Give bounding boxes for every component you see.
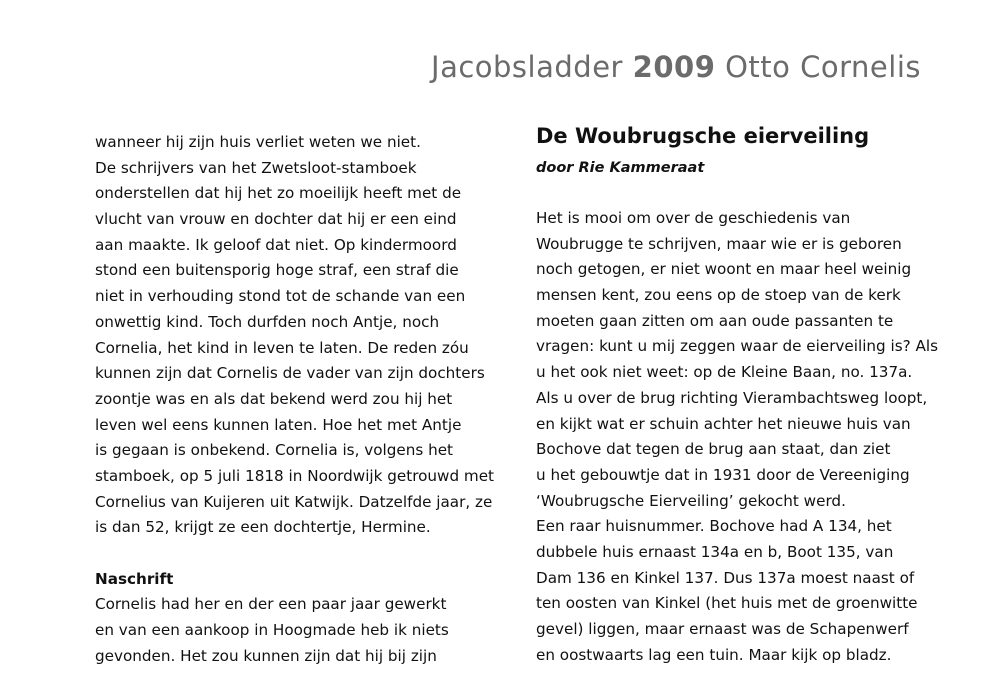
text-line: gevonden. Het zou kunnen zijn dat hij bij zijn — [95, 646, 437, 665]
header-year: 2009 — [632, 50, 716, 84]
text-line: ten oosten van Kinkel (het huis met de groenwitte — [536, 594, 918, 613]
text-line: en van een aankoop in Hoogmade heb ik niets — [95, 621, 449, 640]
text-line: leven wel eens kunnen laten. Hoe het met Antje — [95, 415, 462, 434]
article-title: De Woubrugsche eierveiling — [536, 124, 870, 148]
text-line: onderstellen dat hij het zo moeilijk heeft met de — [95, 184, 462, 203]
text-line: en oostwaarts lag een tuin. Maar kijk op bladz. — [536, 645, 892, 664]
text-line: Cornelis had her en der een paar jaar gewerkt — [95, 595, 447, 614]
text-line: Als u over de brug richting Vierambachtsweg loopt, — [536, 388, 928, 407]
text-line: kunnen zijn dat Cornelis de vader van zijn dochters — [95, 364, 485, 383]
text-line: u het ook niet weet: op de Kleine Baan, no. 137a. — [536, 363, 913, 382]
page-header — [431, 50, 921, 84]
text-line: vragen: kunt u mij zeggen waar de eierveiling is? Als — [536, 337, 939, 356]
text-line: u het gebouwtje dat in 1931 door de Vereeniging — [536, 465, 910, 484]
header-prefix: Jacobsladder — [431, 50, 623, 84]
text-line: moeten gaan zitten om aan oude passanten te — [536, 311, 894, 330]
right-column — [536, 206, 938, 668]
text-line: Het is mooi om over de geschiedenis van — [536, 209, 851, 227]
text-line: ‘Woubrugsche Eierveiling’ gekocht werd. — [536, 491, 846, 510]
text-line: mensen kent, zou eens op de stoep van de kerk — [536, 286, 901, 305]
text-line: stond een buitensporig hoge straf, een straf die — [95, 261, 459, 280]
text-line: zoontje was en als dat bekend werd zou hij het — [95, 389, 453, 408]
text-line: stamboek, op 5 juli 1818 in Noordwijk getrouwd met — [95, 466, 495, 485]
text-line: niet in verhouding stond tot de schande van een — [95, 287, 466, 306]
text-line: en kijkt wat er schuin achter het nieuwe huis van — [536, 414, 911, 433]
text-line: aan maakte. Ik geloof dat niet. Op kindermoord — [95, 235, 457, 254]
text-line: Bochove dat tegen de brug aan staat, dan ziet — [536, 440, 891, 459]
header-suffix: Otto Cornelis — [725, 50, 921, 84]
text-line: is dan 52, krijgt ze een dochtertje, Hermine. — [95, 518, 431, 537]
text-line: Dam 136 en Kinkel 137. Dus 137a moest naast of — [536, 568, 915, 587]
article-byline: door Rie Kammeraat — [536, 160, 705, 176]
text-line: onwettig kind. Toch durfden noch Antje, noch — [95, 312, 440, 331]
text-line: Cornelius van Kuijeren uit Katwijk. Datzelfde jaar, ze — [95, 492, 493, 511]
text-line: vlucht van vrouw en dochter dat hij er een eind — [95, 210, 457, 229]
text-line: Een raar huisnummer. Bochove had A 134, het — [536, 517, 892, 536]
text-line: dubbele huis ernaast 134a en b, Boot 135, van — [536, 542, 894, 561]
text-line: is gegaan is onbekend. Cornelia is, volgens het — [95, 441, 454, 460]
text-line: Cornelia, het kind in leven te laten. De reden zóu — [95, 338, 469, 357]
text-line: gevel) liggen, maar ernaast was de Schapenwerf — [536, 620, 909, 638]
text-line: De schrijvers van het Zwetsloot-stamboek — [95, 158, 417, 177]
text-line: noch getogen, er niet woont en maar heel weinig — [536, 260, 912, 279]
subheading-naschrift: Naschrift — [95, 569, 174, 588]
text-line: wanneer hij zijn huis verliet weten we niet. — [95, 133, 421, 151]
left-column — [95, 130, 494, 669]
text-line: Woubrugge te schrijven, maar wie er is geboren — [536, 234, 902, 253]
paragraph-gap — [95, 541, 494, 567]
